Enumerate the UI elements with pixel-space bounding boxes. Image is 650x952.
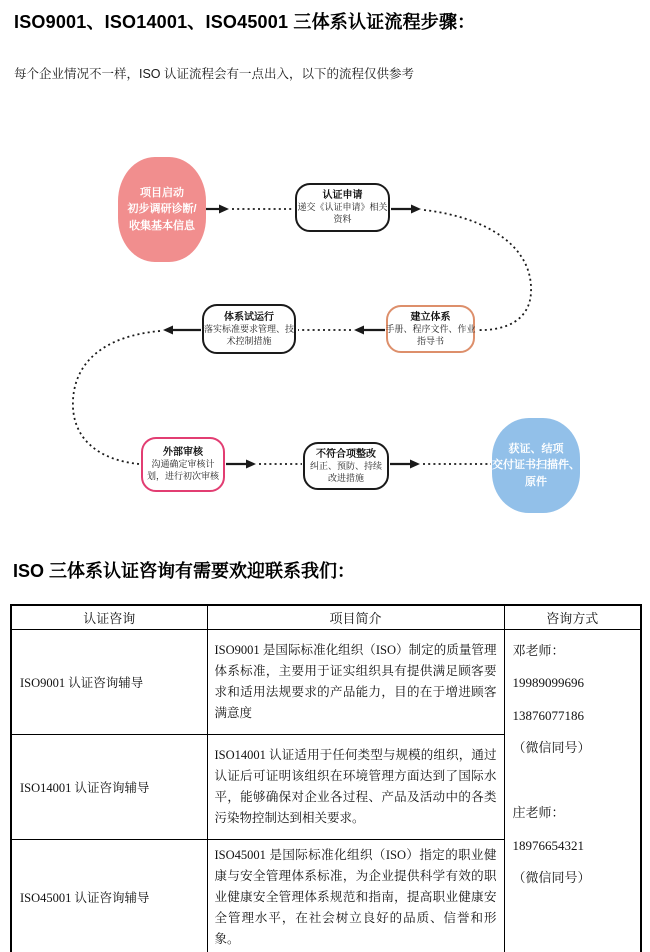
flow-node-certificate-delivery bbox=[492, 418, 580, 513]
flow-node-line: 纠正、预防、持续 bbox=[309, 460, 382, 471]
contact-wechat-note: （微信同号） bbox=[512, 740, 591, 755]
flow-node-line: 交付证书扫描件、 bbox=[492, 459, 580, 472]
flow-node-line: 术控制措施 bbox=[226, 335, 272, 346]
flow-node-trial-run bbox=[202, 304, 296, 354]
flow-node-line: 初步调研诊断/ bbox=[127, 203, 197, 216]
contact-phone: 19989099696 bbox=[512, 675, 584, 690]
flow-node-line: 递交《认证申请》相关 bbox=[297, 202, 388, 213]
connector-rectify-end bbox=[390, 460, 491, 469]
row-label-iso14001: ISO14001 认证咨询辅导 bbox=[11, 734, 207, 839]
consulting-table-wrap bbox=[10, 604, 640, 952]
flow-node-external-audit bbox=[141, 437, 225, 492]
connector-build-trial bbox=[298, 326, 385, 335]
contact-teacher-deng: 邓老师： bbox=[512, 642, 565, 658]
flow-node-line: 项目启动 bbox=[140, 186, 184, 199]
flow-node-line: 沟通确定审核计 bbox=[151, 459, 215, 470]
flow-node-title: 不符合项整改 bbox=[316, 448, 376, 460]
table-header-row bbox=[11, 605, 641, 629]
flow-node-line: 落实标准要求管理、技 bbox=[204, 323, 295, 334]
contact-spacer bbox=[513, 770, 637, 803]
flow-node-certification-apply bbox=[295, 183, 390, 232]
contact-teacher-zhuang: 庄老师： bbox=[512, 805, 565, 820]
consulting-table bbox=[10, 604, 642, 952]
flow-node-line: 资料 bbox=[333, 214, 352, 224]
connector-audit-rectify bbox=[226, 460, 302, 469]
flow-node-line: 手册、程序文件、作业 bbox=[385, 323, 476, 334]
flow-node-project-start bbox=[118, 157, 206, 262]
flow-node-title: 体系试运行 bbox=[224, 311, 274, 323]
contact-phone: 18976654321 bbox=[512, 837, 584, 853]
flow-node-line: 获证、结项 bbox=[508, 442, 564, 455]
row-desc-iso45001: ISO45001 是国际标准化组织（ISO）指定的职业健康与安全管理体系标准，为企业提供科学有效的职业健康安全管理体系规范和指南，提高职业健康安全管理水平，在社会树立良好的品质、信誉和形象。 bbox=[207, 839, 504, 952]
flow-node-line: 指导书 bbox=[416, 335, 444, 346]
flow-node-line: 划，进行初次审核 bbox=[146, 471, 219, 481]
flow-node-line: 改进措施 bbox=[327, 472, 364, 483]
flow-node-build-system bbox=[386, 305, 475, 353]
contact-wechat-note: （微信同号） bbox=[512, 870, 591, 885]
contact-phone: 13876077186 bbox=[512, 707, 584, 723]
contact-section-title: ISO 三体系认证咨询有需要欢迎联系我们： bbox=[13, 561, 356, 581]
flow-node-title: 外部审核 bbox=[163, 447, 203, 459]
row-desc-iso9001: ISO9001 是国际标准化组织（ISO）制定的质量管理体系标准，主要用于证实组织具有提供满足顾客要求和适用法规要求的产品能力，目的在于增进顾客满意度 bbox=[207, 629, 504, 734]
page-title: ISO9001、ISO14001、ISO45001 三体系认证流程步骤： bbox=[14, 12, 476, 32]
column-header-intro: 项目简介 bbox=[207, 605, 504, 629]
table-row bbox=[11, 629, 641, 734]
flow-node-nonconformity-rectify bbox=[303, 442, 389, 490]
flow-node-title: 认证申请 bbox=[322, 190, 363, 202]
column-header-certification: 认证咨询 bbox=[11, 605, 207, 629]
connector-start-apply bbox=[206, 205, 294, 214]
row-desc-iso14001: ISO14001 认证适用于任何类型与规模的组织，通过认证后可证明该组织在环境管理方面达到了国际水平，能够确保对企业各过程、产品及活动中的各类污染物控制达到相关要求。 bbox=[207, 734, 504, 839]
column-header-contact: 咨询方式 bbox=[504, 605, 641, 629]
contact-cell bbox=[504, 629, 641, 952]
row-label-iso9001: ISO9001 认证咨询辅导 bbox=[11, 629, 207, 734]
flow-node-title: 建立体系 bbox=[410, 311, 451, 323]
page-subtitle: 每个企业情况不一样，ISO 认证流程会有一点出入，以下的流程仅供参考 bbox=[14, 67, 415, 81]
flow-node-line: 收集基本信息 bbox=[129, 219, 195, 232]
flow-node-line: 原件 bbox=[525, 475, 547, 488]
row-label-iso45001: ISO45001 认证咨询辅导 bbox=[11, 839, 207, 952]
